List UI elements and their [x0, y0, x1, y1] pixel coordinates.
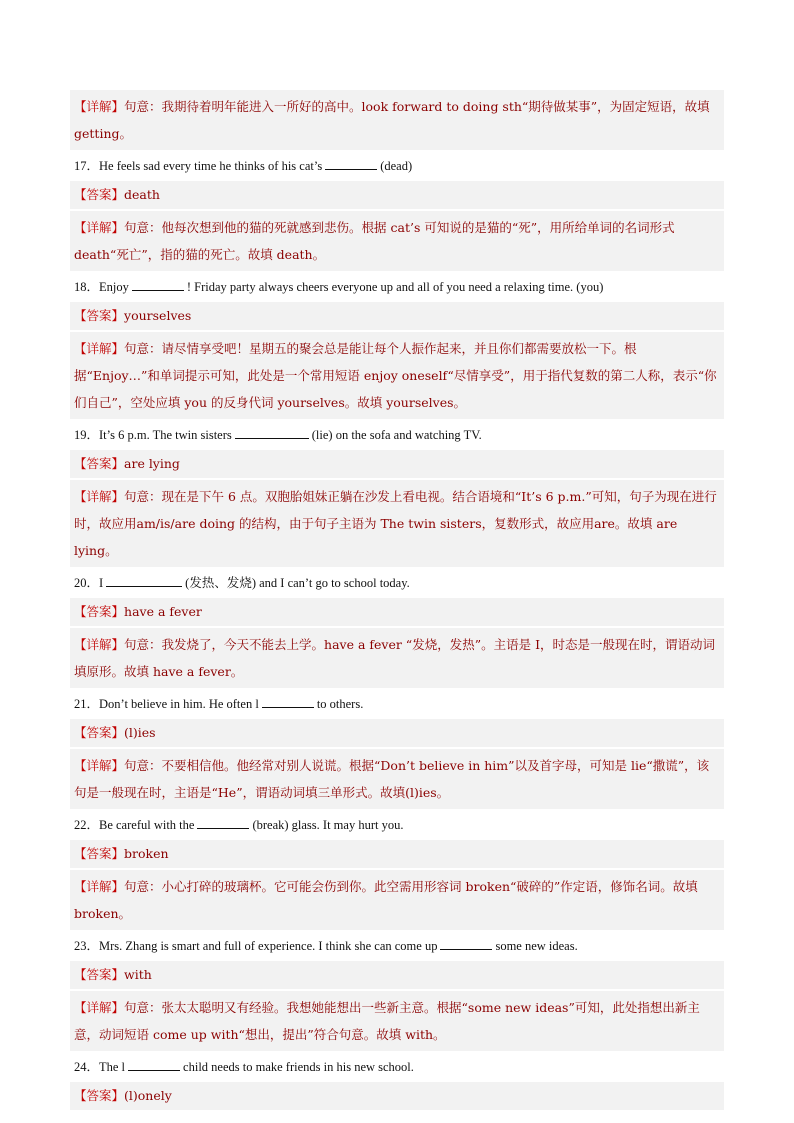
question-text-after: (break) glass. It may hurt you. [252, 818, 404, 832]
question-17 [70, 152, 724, 179]
answer-blank [235, 424, 309, 439]
question-text-after: to others. [316, 697, 364, 711]
explain-label: 【详解】 [74, 341, 125, 356]
question-24 [70, 1053, 724, 1080]
answer-block-17 [70, 181, 724, 209]
question-19 [70, 421, 724, 448]
answer-block-20 [70, 598, 724, 626]
explain-label: 【详解】 [74, 99, 125, 114]
answer-text: death [124, 187, 160, 202]
answer-label: 【答案】 [74, 967, 125, 982]
question-text-after: (dead) [380, 159, 413, 173]
question-21 [70, 690, 724, 717]
answer-text: (l)onely [124, 1088, 172, 1103]
explain-text: 句意：小心打碎的玻璃杯。它可能会伤到你。此空需用形容词 broken“破碎的”作定语，修饰名词。故填 broken。 [74, 879, 698, 921]
answer-block-22 [70, 840, 724, 868]
answer-blank [132, 276, 184, 291]
question-text-after: some new ideas. [495, 939, 578, 953]
explain-block-17 [70, 211, 724, 271]
answer-block-18 [70, 302, 724, 330]
explain-block-21 [70, 749, 724, 809]
answer-blank [106, 572, 182, 587]
question-text: 18．Enjoy [74, 280, 129, 294]
answer-block-21 [70, 719, 724, 747]
answer-label: 【答案】 [74, 187, 125, 202]
explain-label: 【详解】 [74, 637, 125, 652]
answer-label: 【答案】 [74, 456, 125, 471]
explain-text: 句意：请尽情享受吧！星期五的聚会总是能让每个人振作起来，并且你们都需要放松一下。根据“Enjoy…”和单词提示可知，此处是一个常用短语 enjoy oneself“尽情享受”，用于指代复数的第二人称，表示“你们自己”，空处应填 you 的反身代词 yourselves。故填 yourselves。 [74, 341, 717, 410]
question-20 [70, 569, 724, 596]
question-text: 17．He feels sad every time he thinks of his cat’s [74, 159, 323, 173]
explain-label: 【详解】 [74, 489, 125, 504]
answer-label: 【答案】 [74, 604, 125, 619]
question-text-after: ! Friday party always cheers everyone up and all of you need a relaxing time. (you) [186, 280, 604, 294]
answer-label: 【答案】 [74, 1088, 125, 1103]
question-text-after: (发热、发烧) and I can’t go to school today. [185, 576, 410, 590]
answer-block-24 [70, 1082, 724, 1110]
question-text: 20．I [74, 576, 104, 590]
answer-text: yourselves [124, 308, 192, 323]
question-text-after: child needs to make friends in his new school. [183, 1060, 414, 1074]
answer-label: 【答案】 [74, 846, 125, 861]
explain-label: 【详解】 [74, 220, 125, 235]
question-text: 21．Don’t believe in him. He often l [74, 697, 259, 711]
exercise-content [70, 90, 724, 1112]
question-text: 19．It’s 6 p.m. The twin sisters [74, 428, 232, 442]
explain-label: 【详解】 [74, 879, 125, 894]
question-23 [70, 932, 724, 959]
question-text: 24．The l [74, 1060, 126, 1074]
answer-label: 【答案】 [74, 725, 125, 740]
question-text-after: (lie) on the sofa and watching TV. [311, 428, 482, 442]
explain-block-23 [70, 991, 724, 1051]
answer-text: (l)ies [124, 725, 156, 740]
explain-text: 句意：现在是下午 6 点。双胞胎姐妹正躺在沙发上看电视。结合语境和“It’s 6 p.m.”可知，句子为现在进行时，故应用am/is/are doing 的结构，由于句子主语为 The twin sisters，复数形式，故应用are。故填 are lying。 [74, 489, 717, 558]
explain-block-18 [70, 332, 724, 419]
answer-blank [197, 814, 249, 829]
question-18 [70, 273, 724, 300]
explain-text: 句意：不要相信他。他经常对别人说谎。根据“Don’t believe in him”以及首字母，可知是 lie“撒谎”，该句是一般现在时，主语是“He”，谓语动词填三单形式。故填(l)ies。 [74, 758, 710, 800]
answer-blank [128, 1056, 180, 1071]
explain-text: 句意：张太太聪明又有经验。我想她能想出一些新主意。根据“some new ideas”可知，此处指想出新主意，动词短语 come up with“想出，提出”符合句意。故填 with。 [74, 1000, 700, 1042]
explain-block-19 [70, 480, 724, 567]
question-text: 22．Be careful with the [74, 818, 195, 832]
answer-text: broken [124, 846, 169, 861]
answer-text: are lying [124, 456, 180, 471]
answer-block-23 [70, 961, 724, 989]
question-22 [70, 811, 724, 838]
question-text: 23．Mrs. Zhang is smart and full of experience. I think she can come up [74, 939, 438, 953]
answer-blank [440, 935, 492, 950]
answer-block-19 [70, 450, 724, 478]
answer-blank [262, 693, 314, 708]
explain-text: 句意：他每次想到他的猫的死就感到悲伤。根据 cat’s 可知说的是猫的“死”，用所给单词的名词形式 death“死亡”，指的猫的死亡。故填 death。 [74, 220, 675, 262]
explain-label: 【详解】 [74, 1000, 125, 1015]
explain-text: 句意：我发烧了，今天不能去上学。have a fever “发烧，发热”。主语是 I，时态是一般现在时，谓语动词填原形。故填 have a fever。 [74, 637, 716, 679]
explain-block-16 [70, 90, 724, 150]
answer-blank [325, 155, 377, 170]
explain-block-20 [70, 628, 724, 688]
answer-text: with [124, 967, 152, 982]
explain-text: 句意：我期待着明年能进入一所好的高中。look forward to doing sth“期待做某事”，为固定短语，故填 getting。 [74, 99, 710, 141]
explain-block-22 [70, 870, 724, 930]
answer-text: have a fever [124, 604, 202, 619]
answer-label: 【答案】 [74, 308, 125, 323]
explain-label: 【详解】 [74, 758, 125, 773]
